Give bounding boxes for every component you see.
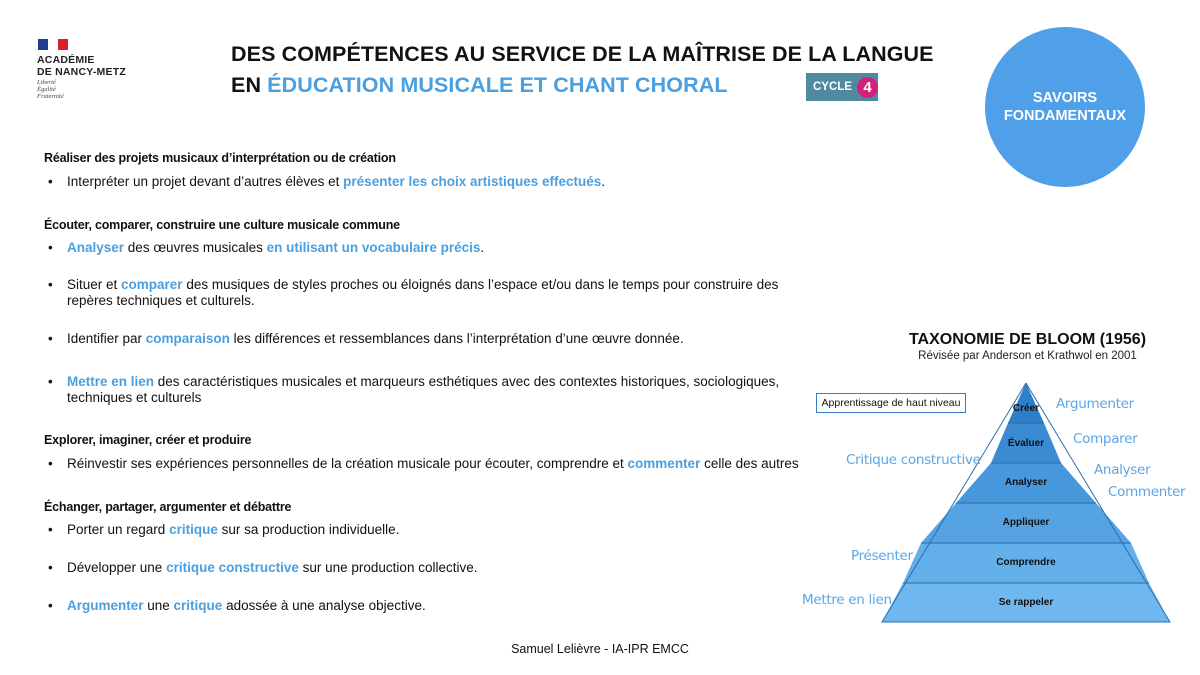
bullet-segment: celle des autres xyxy=(700,456,799,471)
bullet-segment: des musiques de styles proches ou éloignés dans l’espace et/ou dans le temps pour construire des repères techniques et culturels. xyxy=(67,277,779,308)
bullet-segment: sur sa production individuelle. xyxy=(217,522,400,537)
bullet-dot: • xyxy=(48,240,53,255)
highlight-term: comparer xyxy=(121,277,183,292)
motto-fraternite: Fraternité xyxy=(37,93,64,100)
bullet-segment: Situer et xyxy=(67,277,122,292)
highlight-term: présenter les choix artistiques effectués xyxy=(343,174,602,189)
annotation-argumenter: Argumenter xyxy=(1056,396,1134,412)
level-label-evaluer: Évaluer xyxy=(1007,438,1045,449)
bullet-segment: . xyxy=(480,240,485,255)
section-heading-explorer: Explorer, imaginer, créer et produire xyxy=(44,433,252,447)
bullet-segment: . xyxy=(601,174,606,189)
bullet-dot: • xyxy=(48,331,53,346)
highlight-term: commenter xyxy=(627,456,701,471)
footer-author: Samuel Lelièvre - IA-IPR EMCC xyxy=(511,642,689,656)
cycle-label: CYCLE xyxy=(813,81,852,93)
bullet-segment: les différences et ressemblances dans l’interprétation d’une œuvre donnée. xyxy=(229,331,684,346)
annotation-mettre-en-lien: Mettre en lien xyxy=(802,592,892,608)
level-label-appliquer: Appliquer xyxy=(1002,517,1050,528)
bullet-dot: • xyxy=(48,598,53,613)
bullet-segment: des caractéristiques musicales et marqueurs esthétiques avec des contextes historiques, sociologiques, techniques et culturels xyxy=(67,374,780,405)
level-label-comprendre: Comprendre xyxy=(996,557,1056,568)
title-prefix: EN xyxy=(231,73,268,97)
high-level-label: Apprentissage de haut niveau xyxy=(816,393,966,413)
bullet-dot: • xyxy=(48,456,53,471)
highlight-term: en utilisant un vocabulaire précis xyxy=(266,240,481,255)
bullet-segment: Porter un regard xyxy=(67,522,170,537)
section-heading-echanger: Échanger, partager, argumenter et débattre xyxy=(44,500,292,514)
logo-academie: ACADÉMIE xyxy=(37,54,95,66)
highlight-term: critique xyxy=(169,522,218,537)
bullet-segment: Identifier par xyxy=(67,331,146,346)
bullet-segment: sur une production collective. xyxy=(298,560,478,575)
section-heading-realiser: Réaliser des projets musicaux d’interprétation ou de création xyxy=(44,151,396,165)
section-heading-ecouter: Écouter, comparer, construire une culture musicale commune xyxy=(44,218,400,232)
motto-liberte: Liberté xyxy=(37,79,56,86)
highlight-term: critique constructive xyxy=(166,560,299,575)
highlight-term: Mettre en lien xyxy=(67,374,155,389)
badge-line2: FONDAMENTAUX xyxy=(1003,108,1127,124)
bullet-segment: Développer une xyxy=(67,560,167,575)
bullet-dot: • xyxy=(48,174,53,189)
annotation-commenter: Commenter xyxy=(1108,484,1186,500)
level-label-se-rappeler: Se rappeler xyxy=(998,597,1054,608)
bullet-dot: • xyxy=(48,560,53,575)
annotation-critique: Critique constructive xyxy=(846,452,981,468)
bullet-segment: adossée à une analyse objective. xyxy=(222,598,426,613)
level-label-analyser: Analyser xyxy=(1004,477,1048,488)
bullet-segment: Interpréter un projet devant d’autres élèves et xyxy=(67,174,344,189)
bullet-dot: • xyxy=(48,277,53,292)
annotation-comparer: Comparer xyxy=(1073,431,1138,447)
bullet-segment: une xyxy=(143,598,174,613)
motto-egalite: Égalité xyxy=(37,86,56,93)
title-highlight: ÉDUCATION MUSICALE ET CHANT CHORAL xyxy=(267,73,728,97)
page-title-line1: DES COMPÉTENCES AU SERVICE DE LA MAÎTRISE DE LA LANGUE xyxy=(231,42,934,66)
highlight-term: Argumenter xyxy=(67,598,144,613)
annotation-presenter: Présenter xyxy=(851,548,913,564)
highlight-term: Analyser xyxy=(67,240,125,255)
bullet-dot: • xyxy=(48,374,53,389)
logo-nancy-metz: DE NANCY-METZ xyxy=(37,66,126,78)
bullet-dot: • xyxy=(48,522,53,537)
highlight-term: comparaison xyxy=(145,331,230,346)
highlight-term: critique xyxy=(173,598,223,613)
annotation-analyser: Analyser xyxy=(1094,462,1151,478)
bullet-segment: des œuvres musicales xyxy=(124,240,267,255)
badge-line1: SAVOIRS xyxy=(1032,90,1098,106)
level-label-creer: Créer xyxy=(1012,403,1040,414)
cycle-number: 4 xyxy=(857,77,878,98)
bloom-subtitle: Révisée par Anderson et Krathwol en 2001 xyxy=(918,350,1137,362)
bloom-title: TAXONOMIE DE BLOOM (1956) xyxy=(908,331,1147,348)
bullet-segment: Réinvestir ses expériences personnelles de la création musicale pour écouter, comprendre et xyxy=(67,456,628,471)
